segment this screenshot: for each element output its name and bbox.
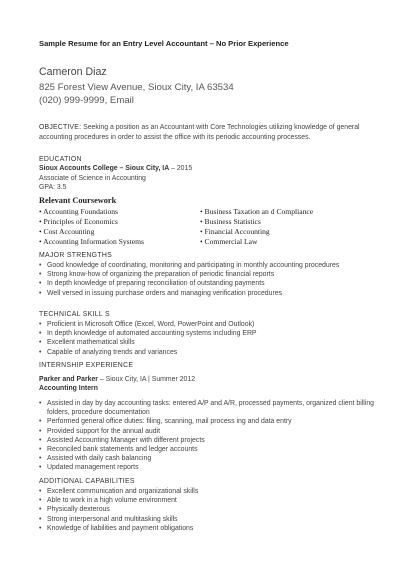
- education-year: – 2015: [169, 165, 193, 172]
- education-heading: EDUCATION: [39, 156, 82, 163]
- list-item: • Assisted with daily cash balancing: [39, 454, 379, 463]
- list-item: • Assisted Accounting Manager with different projects: [39, 436, 379, 445]
- list-item: • In depth knowledge of automated accounting systems including ERP: [39, 329, 379, 338]
- document-title: Sample Resume for an Entry Level Accountant – No Prior Experience: [39, 39, 289, 48]
- education-school-line: [39, 165, 192, 172]
- list-item: • Provided support for the annual audit: [39, 427, 379, 436]
- internship-heading: INTERNSHIP EXPERIENCE: [39, 362, 134, 369]
- list-item: • Excellent mathematical skills: [39, 338, 379, 347]
- objective-text: Seeking a position as an Accountant with Core Technologies utilizing knowledge of general accounting procedures in order to assist the office with its periodic accounting processes.: [39, 124, 360, 142]
- coursework-item: • Business Statistics: [200, 217, 261, 226]
- coursework-item: • Accounting Foundations: [39, 207, 119, 216]
- list-item: • Strong interpersonal and multitasking skills: [39, 515, 379, 524]
- internship-list: [39, 399, 379, 473]
- list-item: • Proficient in Microsoft Office (Excel, Word, PowerPoint and Outlook): [39, 320, 379, 329]
- coursework-item: • Financial Accounting: [200, 227, 270, 236]
- capabilities-heading: ADDITIONAL CAPABILITIES: [39, 478, 135, 485]
- list-item: • Reconciled bank statements and ledger accounts: [39, 445, 379, 454]
- internship-company-line: [39, 376, 195, 383]
- technical-heading: TECHNICAL SKILL S: [39, 311, 110, 318]
- coursework-item: • Commercial Law: [200, 237, 258, 246]
- objective-paragraph: [39, 123, 369, 144]
- coursework-heading: Relevant Coursework: [39, 196, 117, 205]
- list-item: • Capable of analyzing trends and variances: [39, 348, 379, 357]
- coursework-item: • Business Taxation an d Compliance: [200, 207, 314, 216]
- candidate-name: Cameron Diaz: [39, 66, 107, 78]
- list-item: • Strong know-how of organizing the preparation of periodic financial reports: [39, 270, 379, 279]
- list-item: • Good knowledge of coordinating, monitoring and participating in monthly accounting procedures: [39, 261, 379, 270]
- education-gpa: GPA: 3.5: [39, 184, 67, 191]
- coursework-item: • Accounting Information Systems: [39, 237, 144, 246]
- list-item: • Assisted in day by day accounting tasks: entered A/P and A/R, processed payments, organized client billing folders, procedure documentation: [39, 399, 379, 417]
- internship-company: Parker and Parker: [39, 376, 98, 383]
- coursework-item: • Principles of Economics: [39, 217, 118, 226]
- education-degree: Associate of Science in Accounting: [39, 175, 146, 182]
- candidate-phone: (020) 999-9999, Email: [39, 95, 134, 106]
- objective-label: OBJECTIVE:: [39, 124, 82, 131]
- internship-role: Accounting Intern: [39, 385, 98, 392]
- education-school: Sioux Accounts College – Sioux City, IA: [39, 165, 170, 172]
- internship-location-date: – Sioux City, IA | Summer 2012: [98, 376, 196, 383]
- list-item: • Knowledge of liabilities and payment obligations: [39, 524, 379, 533]
- list-item: • Well versed in issuing purchase orders and managing verification procedures: [39, 289, 379, 298]
- candidate-address: 825 Forest View Avenue, Sioux City, IA 63534: [39, 82, 234, 93]
- coursework-item: • Cost Accounting: [39, 227, 95, 236]
- technical-list: [39, 320, 379, 357]
- list-item: • Excellent communication and organizational skills: [39, 487, 379, 496]
- list-item: • Physically dexterous: [39, 505, 379, 514]
- list-item: • Performed general office duties: filing, scanning, mail process ing and data entry: [39, 417, 379, 426]
- list-item: • Able to work in a high volume environment: [39, 496, 379, 505]
- capabilities-list: [39, 487, 379, 533]
- list-item: • In depth knowledge of preparing reconciliation of outstanding payments: [39, 279, 379, 288]
- list-item: • Updated management reports: [39, 463, 379, 472]
- strengths-list: [39, 261, 379, 298]
- strengths-heading: MAJOR STRENGTHS: [39, 252, 113, 259]
